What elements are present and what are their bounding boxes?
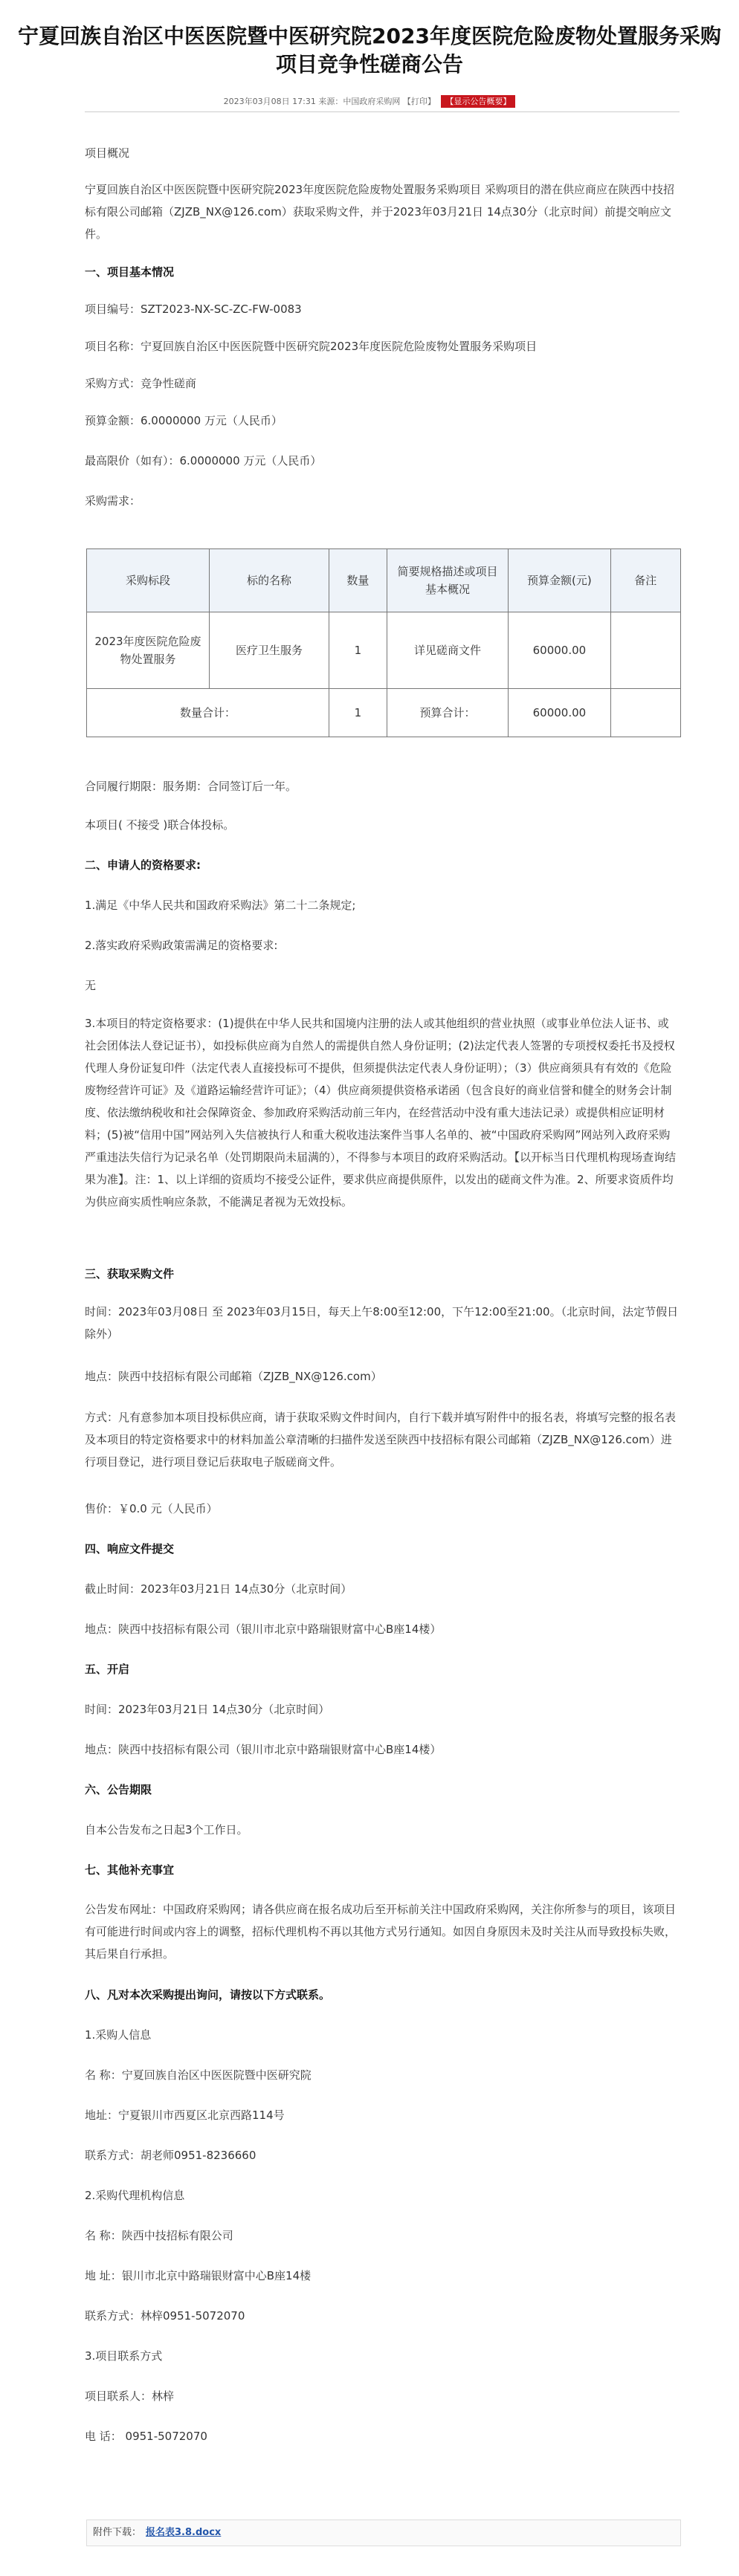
section-4-title: 四、响应文件提交 [85,1542,175,1556]
show-summary-button[interactable]: 【显示公告概要】 [441,95,515,108]
qualification-1: 1.满足《中华人民共和国政府采购法》第二十二条规定; [85,899,356,912]
submission-place: 地点：陕西中技招标有限公司（银川市北京中路瑞银财富中心B座14楼） [85,1622,442,1636]
section-2-title: 二、申请人的资格要求: [85,858,201,872]
table-header-cell: 标的名称 [209,549,329,612]
publish-info: 2023年03月08日 17:31 来源：中国政府采购网 【打印】 [223,97,436,106]
table-cell [610,612,681,689]
consortium-note: 本项目( 不接受 )联合体投标。 [85,818,235,832]
meta-divider [85,111,680,112]
document-price: 售价：￥0.0 元（人民币） [85,1502,218,1515]
table-cell: 医疗卫生服务 [209,612,329,689]
table-header-cell: 简要规格描述或项目基本概况 [387,549,509,612]
project-contact-phone: 电 话： 0951-5072070 [85,2430,207,2443]
total-count-value: 1 [329,689,387,737]
attachment-bar [86,2520,681,2546]
project-number: 项目编号：SZT2023-NX-SC-ZC-FW-0083 [85,302,302,316]
overview-text: 宁夏回族自治区中医医院暨中医研究院2023年度医院危险废物处置服务采购项目 采购项目的潜在供应商应在陕西中技招标有限公司邮箱（ZJZB_NX@126.com）获取采购文件，并于2023年03月21日 14点30分（北京时间）前提交响应文件。 [85,183,674,241]
project-name: 项目名称：宁夏回族自治区中医医院暨中医研究院2023年度医院危险废物处置服务采购项目 [85,340,538,353]
section-1-title: 一、项目基本情况 [85,265,175,279]
agency-address: 地 址：银川市北京中路瑞银财富中心B座14楼 [85,2269,312,2282]
purchaser-name: 名 称：宁夏回族自治区中医医院暨中医研究院 [85,2068,312,2082]
total-count-label: 数量合计： [87,689,329,737]
project-contact-person: 项目联系人：林梓 [85,2389,175,2403]
purchaser-contact: 联系方式：胡老师0951-8236660 [85,2149,256,2162]
table-cell: 2023年度医院危险废物处置服务 [87,612,210,689]
agency-name: 名 称：陕西中技招标有限公司 [85,2229,233,2242]
qualification-2: 2.落实政府采购政策需满足的资格要求: [85,939,278,952]
table-total-row [87,689,681,737]
table-header-row [87,549,681,612]
contract-period: 合同履行期限：服务期：合同签订后一年。 [85,780,297,793]
meta-bar [0,95,739,107]
table-header-cell: 采购标段 [87,549,210,612]
table-header-cell: 备注 [610,549,681,612]
acquire-method: 方式：凡有意参加本项目投标供应商，请于获取采购文件时间内，自行下载并填写附件中的报名表，将填写完整的报名表及本项目的特定资格要求中的材料加盖公章清晰的扫描件发送至陕西中技招标有限公司邮箱（ZJZB_NX@126.com）进行项目登记，进行项目登记后获取电子版磋商文件。 [85,1411,677,1469]
table-cell [610,689,681,737]
section-6-title: 六、公告期限 [85,1783,152,1796]
acquire-time: 时间：2023年03月08日 至 2023年03月15日，每天上午8:00至12:00，下午12:00至21:00。（北京时间，法定节假日除外） [85,1305,679,1341]
total-budget-label: 预算合计： [387,689,509,737]
attachment-download-link[interactable]: 报名表3.8.docx [146,2527,222,2538]
overview-title: 项目概况 [85,146,130,160]
section-5-title: 五、开启 [85,1663,130,1676]
attachment-label: 附件下载： [93,2527,142,2538]
notice-period: 自本公告发布之日起3个工作日。 [85,1823,248,1836]
submission-deadline: 截止时间：2023年03月21日 14点30分（北京时间） [85,1582,352,1596]
section-3-title: 三、获取采购文件 [85,1267,175,1281]
qualification-3: 3.本项目的特定资格要求：(1)提供在中华人民共和国境内注册的法人或其他组织的营业执照（或事业单位法人证书、或社会团体法人登记证书），如投标供应商为自然人的需提供自然人身份证明；(2)法定代表人签署的专项授权委托书及授权代理人身份证复印件（法定代表人直接投标可不提供，但须提供法定代表人身份证明）；（3）供应商须具有有效的《危险废物经营许可证》及《道路运输经营许可证》；（4）供应商须提供资格承诺函（包含良好的商业信誉和健全的财务会计制度、依法缴纳税收和社会保障资金、参加政府采购活动前三年内，在经营活动中没有重大违法记录）或提供相应证明材料；(5)被“信用中国”网站列入失信被执行人和重大税收违法案件当事人名单的、被“中国政府采购网”网站列入政府采购严重违法失信行为记录名单（处罚期限尚未届满的），不得参与本项目的政府采购活动。【以开标当日代理机构现场查询结果为准】。注：1、以上详细的资质均不接受公证件，要求供应商提供原件，以发出的磋商文件为准。2、所要求资质件均为供应商实质性响应条款，不能满足者视为无效投标。 [85,1017,677,1208]
purchaser-info-title: 1.采购人信息 [85,2028,152,2042]
purchaser-address: 地址：宁夏银川市西夏区北京西路114号 [85,2109,285,2122]
section-8-title: 八、凡对本次采购提出询问，请按以下方式联系。 [85,1988,331,2001]
opening-time: 时间：2023年03月21日 14点30分（北京时间） [85,1703,330,1716]
project-contact-title: 3.项目联系方式 [85,2349,163,2363]
agency-contact: 联系方式：林梓0951-5072070 [85,2309,245,2323]
table-row [87,612,681,689]
procurement-table [86,548,681,737]
agency-info-title: 2.采购代理机构信息 [85,2189,185,2202]
table-header-cell: 数量 [329,549,387,612]
table-header-cell: 预算金额(元) [509,549,610,612]
table-cell: 详见磋商文件 [387,612,509,689]
table-cell: 1 [329,612,387,689]
opening-place: 地点：陕西中技招标有限公司（银川市北京中路瑞银财富中心B座14楼） [85,1743,442,1756]
table-cell: 60000.00 [509,612,610,689]
max-price: 最高限价（如有）：6.0000000 万元（人民币） [85,454,322,467]
qualification-2-value: 无 [85,979,97,992]
page-title: 宁夏回族自治区中医医院暨中医研究院2023年度医院危险废物处置服务采购项目竞争性磋商公告 [18,24,721,77]
budget-amount: 预算金额：6.0000000 万元（人民币） [85,414,283,427]
supplement-text: 公告发布网址：中国政府采购网；请各供应商在报名成功后至开标前关注中国政府采购网，关注你所参与的项目，该项目有可能进行时间或内容上的调整，招标代理机构不再以其他方式另行通知。如因自身原因未及时关注从而导致投标失败，其后果自行承担。 [85,1903,677,1961]
acquire-place: 地点：陕西中技招标有限公司邮箱（ZJZB_NX@126.com） [85,1370,382,1383]
procurement-method: 采购方式：竞争性磋商 [85,377,197,390]
total-budget-value: 60000.00 [509,689,610,737]
section-7-title: 七、其他补充事宜 [85,1863,175,1877]
demand-label: 采购需求： [85,494,141,508]
